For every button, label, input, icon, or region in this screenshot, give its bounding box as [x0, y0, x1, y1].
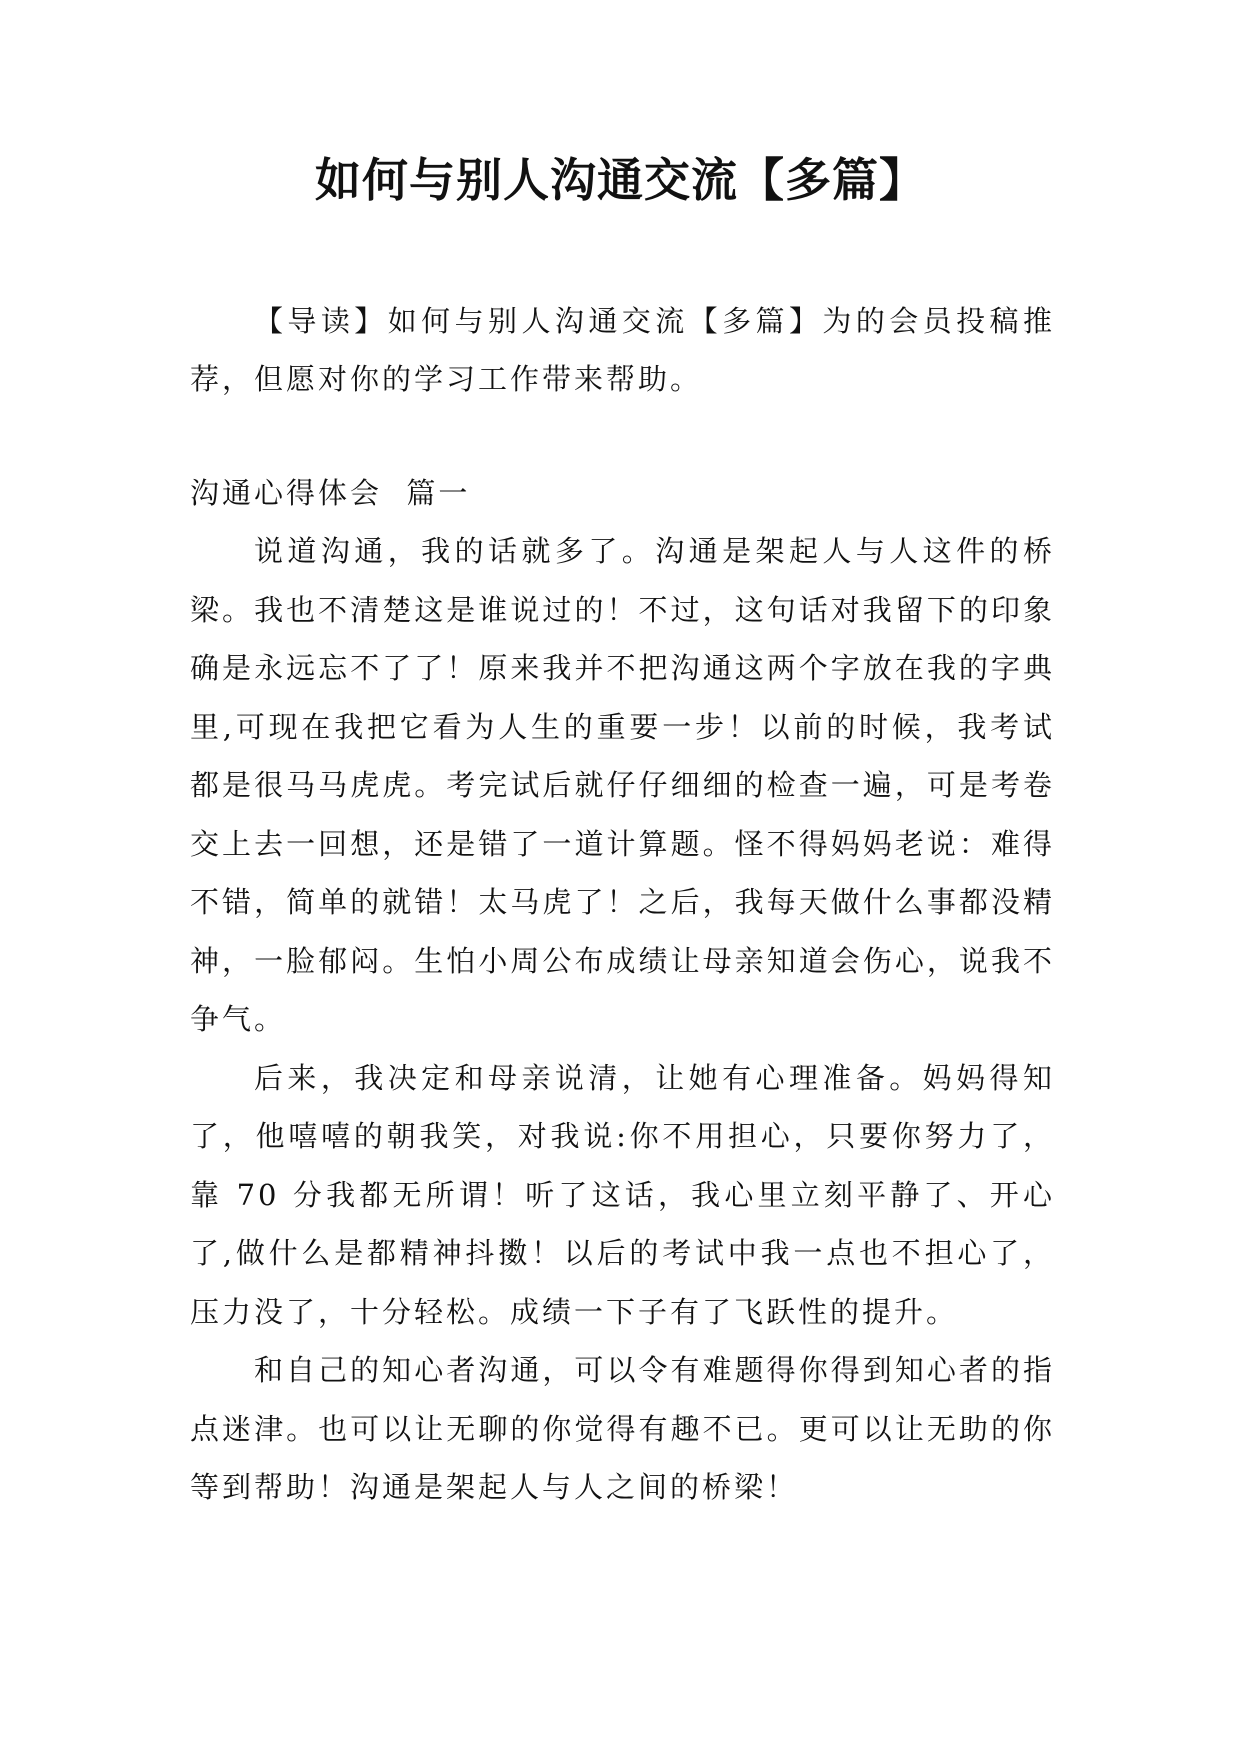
body-paragraph-3: 和自己的知心者沟通，可以令有难题得你得到知心者的指点迷津。也可以让无聊的你觉得有趣不已。更可以让无助的你等到帮助！沟通是架起人与人之间的桥梁！	[190, 1353, 1055, 1504]
intro-paragraph: 【导读】如何与别人沟通交流【多篇】为的会员投稿推荐，但愿对你的学习工作带来帮助。	[190, 304, 1055, 396]
intro-block	[190, 292, 1055, 408]
body-paragraph-2: 后来，我决定和母亲说清，让她有心理准备。妈妈得知了，他嘻嘻的朝我笑，对我说:你不用担心，只要你努力了，靠 70 分我都无所谓！听了这话，我心里立刻平静了、开心了,做什么是都精神抖擞！以后的考试中我一点也不担心了，压力没了，十分轻松。成绩一下子有了飞跃性的提升。	[190, 1060, 1055, 1329]
article-body	[190, 522, 1055, 1517]
document-title: 如何与别人沟通交流【多篇】	[315, 153, 926, 207]
section-heading: 沟通心得体会 篇一	[190, 476, 471, 510]
body-paragraph-1: 说道沟通，我的话就多了。沟通是架起人与人这件的桥梁。我也不清楚这是谁说过的！不过，这句话对我留下的印象确是永远忘不了了！原来我并不把沟通这两个字放在我的字典里,可现在我把它看为人生的重要一步！以前的时候，我考试都是很马马虎虎。考完试后就仔仔细细的检查一遍，可是考卷交上去一回想，还是错了一道计算题。怪不得妈妈老说：难得不错，简单的就错！太马虎了！之后，我每天做什么事都没精神，一脸郁闷。生怕小周公布成绩让母亲知道会伤心，说我不争气。	[190, 534, 1055, 1036]
